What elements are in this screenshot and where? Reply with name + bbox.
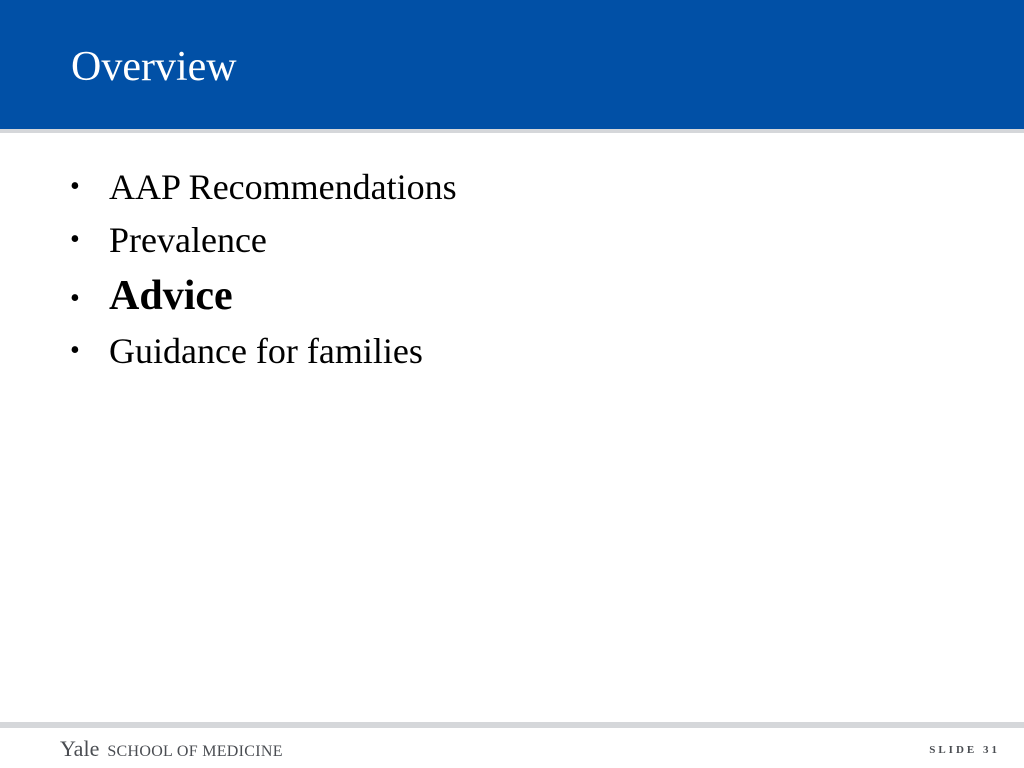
bullet-text: Prevalence	[109, 220, 267, 260]
footer-divider	[0, 722, 1024, 728]
slide-number: SLIDE 31	[929, 744, 1000, 756]
bullet-marker: •	[70, 283, 80, 314]
bullet-text: Guidance for families	[109, 331, 423, 371]
bullet-item	[70, 165, 457, 218]
slide-title: Overview	[71, 44, 237, 90]
bullet-marker: •	[70, 335, 80, 366]
header-divider	[0, 129, 1024, 133]
logo-yale-text: Yale	[60, 736, 100, 761]
bullet-item	[70, 329, 457, 379]
header-bar	[0, 0, 1024, 129]
bullet-marker: •	[70, 171, 80, 202]
bullet-text: Advice	[109, 273, 233, 319]
bullet-marker: •	[70, 224, 80, 255]
yale-school-of-medicine-logo	[60, 736, 283, 762]
bullet-item-highlighted	[70, 271, 457, 329]
bullet-item	[70, 218, 457, 271]
logo-school-text: SCHOOL OF MEDICINE	[107, 743, 283, 760]
bullet-list	[70, 165, 457, 379]
bullet-text: AAP Recommendations	[109, 167, 457, 207]
